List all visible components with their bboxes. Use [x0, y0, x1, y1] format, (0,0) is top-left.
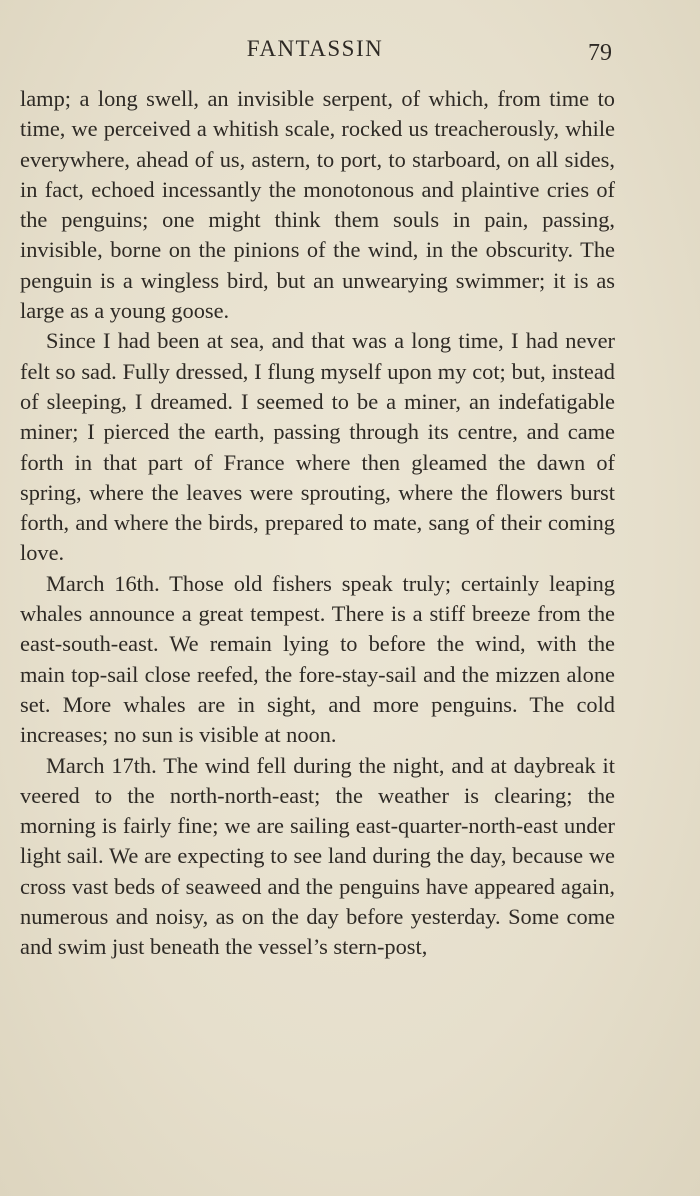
- running-title: FANTASSIN: [246, 36, 384, 61]
- paragraph: lamp; a long swell, an invisible serpent, of which, from time to time, we perceived a whitish scale, rocked us treacherously, while everywhere, ahead of us, astern, to port, to starboard, on all sides, in fact, echoed incessantly the monotonous and plaintive cries of the penguins; one might think them souls in pain, passing, invisible, borne on the pinions of the wind, in the obscurity. The penguin is a wingless bird, but an unwearying swimmer; it is as large as a young goose.: [20, 86, 615, 324]
- paragraph: March 16th. Those old fishers speak truly; certainly leaping whales announce a great tempest. There is a stiff breeze from the east-south-east. We remain lying to before the wind, with the main top-sail close reefed, the fore-stay-sail and the mizzen alone set. More whales are in sight, and more penguins. The cold increases; no sun is visible at noon.: [20, 570, 615, 748]
- page-number: 79: [588, 40, 612, 66]
- body-text: [20, 84, 615, 963]
- paragraph: Since I had been at sea, and that was a long time, I had never felt so sad. Fully dressed, I flung myself upon my cot; but, instead of sleeping, I dreamed. I seemed to be a miner, an indefatigable miner; I pierced the earth, passing through its centre, and came forth in that part of France where then gleamed the dawn of spring, where the leaves were sprouting, where the flowers burst forth, and where the birds, prepared to mate, sang of their coming love.: [20, 328, 615, 566]
- page-header: [0, 36, 700, 70]
- paragraph: March 17th. The wind fell during the night, and at daybreak it veered to the north-north-east; the weather is clearing; the morning is fairly fine; we are sailing east-quarter-north-east under light sail. We are expecting to see land during the day, because we cross vast beds of seaweed and the penguins have appeared again, numerous and noisy, as on the day before yesterday. Some come and swim just beneath the vessel’s stern-post,: [20, 752, 615, 960]
